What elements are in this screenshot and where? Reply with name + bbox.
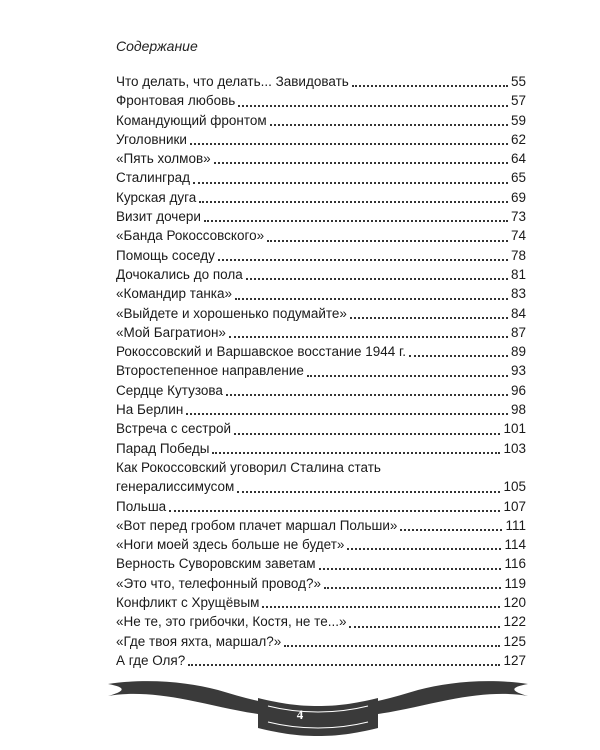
toc-entry — [116, 111, 526, 130]
toc-entry-title: «Пять холмов» — [116, 151, 211, 167]
toc-entry-title: Уголовники — [116, 131, 187, 147]
toc-entry — [116, 188, 526, 207]
toc-entry — [116, 400, 526, 419]
toc-leader-dots — [262, 606, 500, 608]
page-header-title: Содержание — [116, 38, 198, 54]
toc-entry-title-line2: генералиссимусом — [116, 479, 235, 495]
toc-entry-title: А где Оля? — [116, 652, 186, 668]
toc-entry — [116, 574, 526, 593]
toc-entry-page: 78 — [510, 247, 526, 263]
page-number: 4 — [296, 707, 304, 722]
toc-entry-page: 74 — [510, 228, 526, 244]
toc-entry — [116, 612, 526, 631]
toc-entry — [116, 651, 526, 670]
toc-entry — [116, 497, 526, 516]
toc-leader-dots — [226, 394, 508, 396]
toc-leader-dots — [190, 143, 508, 145]
toc-entry-page: 103 — [503, 440, 526, 456]
toc-entry-title: Командующий фронтом — [116, 112, 267, 128]
toc-leader-dots — [214, 162, 508, 164]
toc-entry — [116, 535, 526, 554]
toc-entry-title: Сталинград — [116, 170, 190, 186]
toc-leader-dots — [349, 626, 500, 628]
toc-entry-title: «Мой Багратион» — [116, 324, 226, 340]
toc-leader-dots — [193, 182, 508, 184]
toc-leader-dots — [270, 124, 508, 126]
toc-entry — [116, 246, 526, 265]
toc-entry — [116, 593, 526, 612]
toc-entry-page: 125 — [503, 633, 526, 649]
toc-entry-page: 116 — [504, 556, 526, 572]
toc-entry-page: 83 — [510, 286, 526, 302]
toc-entry — [116, 168, 526, 187]
toc-entry — [116, 516, 526, 535]
toc-entry-title: «Командир танка» — [116, 286, 233, 302]
toc-entry-page: 120 — [503, 595, 526, 611]
toc-leader-dots — [324, 587, 501, 589]
toc-leader-dots — [347, 548, 501, 550]
toc-entry-page: 84 — [510, 305, 526, 321]
toc-entry-page: 57 — [510, 93, 526, 109]
toc-leader-dots — [307, 375, 508, 377]
toc-entry-title: Дочокались до пола — [116, 266, 243, 282]
toc-entry-title: «Вот перед гробом плачет маршал Польши» — [116, 517, 398, 533]
toc-entry — [116, 342, 526, 361]
toc-leader-dots — [188, 664, 500, 666]
toc-entry-page: 105 — [503, 479, 526, 495]
toc-entry-title: «Это что, телефонный провод?» — [116, 575, 322, 591]
toc-entry-title: Польша — [116, 498, 167, 514]
toc-entry-title: Сердце Кутузова — [116, 382, 223, 398]
toc-leader-dots — [204, 220, 508, 222]
toc-entry-title: Парад Победы — [116, 440, 210, 456]
toc-entry-page: 59 — [510, 112, 526, 128]
toc-entry — [116, 91, 526, 110]
toc-entry — [116, 439, 526, 458]
toc-entry-title: Что делать, что делать... Завидовать — [116, 74, 349, 89]
toc-entry-title: Курская дуга — [116, 189, 197, 205]
toc-leader-dots — [199, 201, 508, 203]
toc-entry-page: 55 — [510, 74, 526, 89]
toc-entry — [116, 72, 526, 91]
toc-leader-dots — [229, 336, 508, 338]
toc-entry — [116, 419, 526, 438]
toc-entry-page: 98 — [510, 402, 526, 418]
toc-leader-dots — [284, 645, 500, 647]
toc-leader-dots — [186, 413, 508, 415]
toc-leader-dots — [400, 529, 502, 531]
toc-leader-dots — [218, 259, 508, 261]
toc-entry-title: «Банда Рокоссовского» — [116, 228, 265, 244]
table-of-contents — [116, 72, 526, 670]
toc-entry — [116, 207, 526, 226]
toc-entry — [116, 265, 526, 284]
toc-entry — [116, 323, 526, 342]
toc-entry — [116, 226, 526, 245]
toc-entry-page: 62 — [510, 131, 526, 147]
toc-entry — [116, 554, 526, 573]
toc-leader-dots — [350, 317, 508, 319]
toc-entry-title: Конфликт с Хрущёвым — [116, 595, 260, 611]
toc-leader-dots — [352, 85, 508, 87]
toc-entry-title: «Не те, это грибочки, Костя, не те...» — [116, 614, 347, 630]
toc-leader-dots — [169, 510, 500, 512]
toc-entry-title: «Где твоя яхта, маршал?» — [116, 633, 282, 649]
toc-entry-page: 64 — [510, 151, 526, 167]
toc-leader-dots — [238, 105, 508, 107]
toc-entry-page: 65 — [510, 170, 526, 186]
toc-entry-page: 73 — [510, 209, 526, 225]
toc-leader-dots — [235, 298, 508, 300]
toc-entry-title: Рокоссовский и Варшавское восстание 1944 г. — [116, 344, 407, 360]
toc-entry-title: Фронтовая любовь — [116, 93, 236, 109]
toc-entry-page: 101 — [503, 421, 526, 437]
toc-entry-page: 107 — [503, 498, 526, 514]
toc-entry-title: Встреча с сестрой — [116, 421, 232, 437]
toc-entry — [116, 632, 526, 651]
toc-entry-page: 87 — [510, 324, 526, 340]
toc-entry-title-line1: Как Рокоссовский уговорил Сталина стать — [116, 459, 381, 475]
toc-entry-page: 114 — [504, 537, 526, 553]
toc-leader-dots — [234, 433, 500, 435]
toc-entry-title: Помощь соседу — [116, 247, 215, 263]
toc-entry-title: «Выйдете и хорошенько подумайте» — [116, 305, 347, 321]
toc-entry — [116, 284, 526, 303]
toc-entry — [116, 130, 526, 149]
toc-entry-page: 122 — [503, 614, 526, 630]
toc-leader-dots — [409, 355, 508, 357]
toc-entry — [116, 361, 526, 380]
toc-entry-page: 119 — [504, 575, 526, 591]
toc-leader-dots — [319, 568, 502, 570]
toc-leader-dots — [212, 452, 500, 454]
toc-entry-title: Второстепенное направление — [116, 363, 304, 379]
toc-entry-page: 111 — [505, 517, 526, 533]
toc-leader-dots — [237, 491, 500, 493]
toc-entry-page: 127 — [503, 652, 526, 668]
toc-entry — [116, 381, 526, 400]
toc-entry-title: На Берлин — [116, 402, 184, 418]
toc-entry — [116, 304, 526, 323]
toc-leader-dots — [267, 240, 508, 242]
toc-leader-dots — [246, 278, 508, 280]
toc-entry-page: 69 — [510, 189, 526, 205]
toc-entry-title: Верность Суворовским заветам — [116, 556, 316, 572]
toc-entry-page: 81 — [510, 266, 526, 282]
toc-entry-page: 96 — [510, 382, 526, 398]
toc-entry — [116, 458, 526, 497]
toc-entry-title: «Ноги моей здесь больше не будет» — [116, 537, 345, 553]
toc-entry-title: Визит дочери — [116, 209, 201, 225]
toc-entry — [116, 149, 526, 168]
toc-entry-page: 89 — [510, 344, 526, 360]
toc-entry-page: 93 — [510, 363, 526, 379]
